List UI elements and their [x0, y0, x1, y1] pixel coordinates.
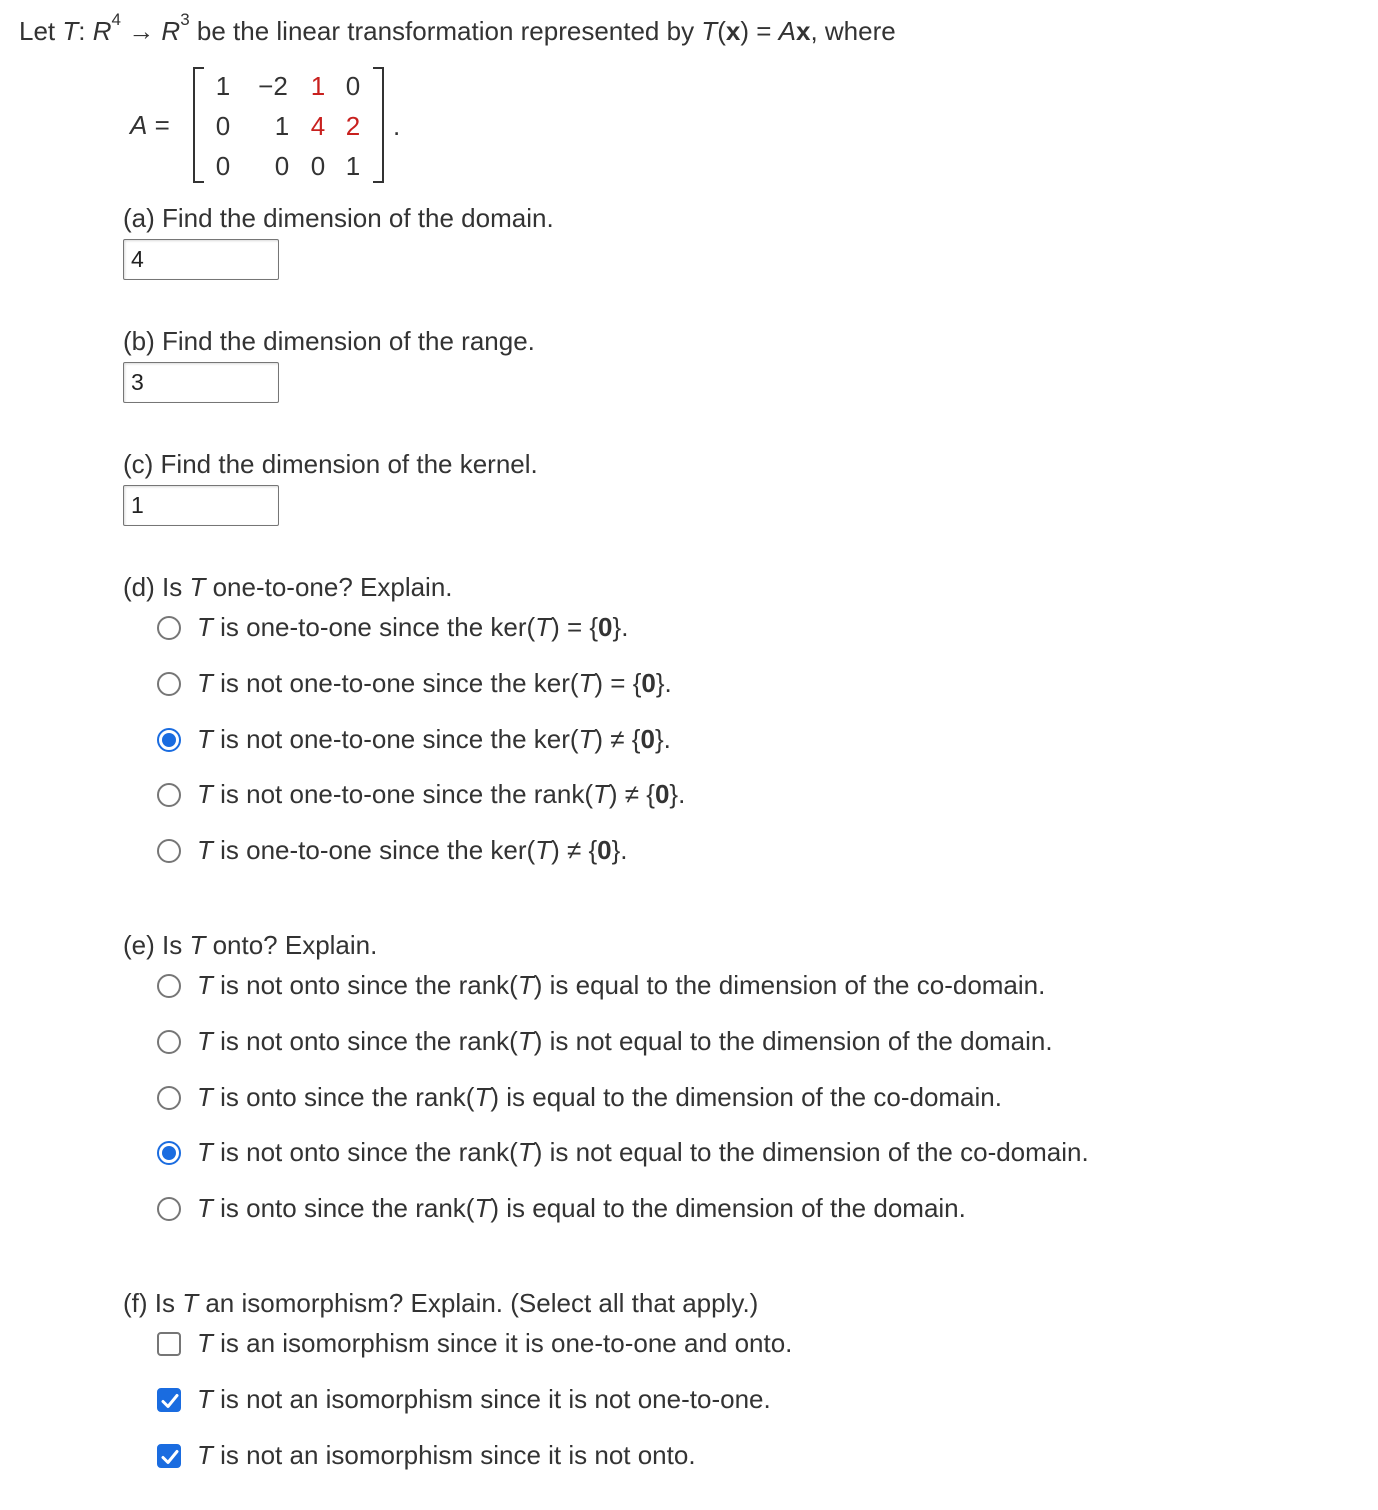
zero-vector: 0: [654, 779, 670, 809]
option-text: }.: [655, 668, 672, 698]
radio-button[interactable]: [157, 1197, 181, 1221]
var-T: T: [197, 779, 213, 809]
var-T: T: [197, 1328, 213, 1358]
var-T: T: [189, 930, 206, 960]
option-text: ) is not equal to the dimension of the co-domain.: [533, 1137, 1089, 1167]
option-label: [197, 1026, 1053, 1057]
part-c-prompt: (c) Find the dimension of the kernel.: [123, 449, 538, 479]
option-label: [197, 1328, 792, 1359]
option-text: is not onto since the rank(: [212, 970, 518, 1000]
radio-button[interactable]: [157, 974, 181, 998]
var-T: T: [578, 724, 595, 754]
option-label: [197, 779, 685, 810]
var-T: T: [517, 970, 534, 1000]
matrix-cell: 4: [310, 111, 326, 141]
matrix-label-eq: =: [147, 110, 170, 140]
intro-where: , where: [810, 16, 896, 46]
var-T: T: [197, 1026, 213, 1056]
var-T: T: [197, 612, 213, 642]
intro-colon: :: [78, 16, 93, 46]
zero-vector: 0: [640, 724, 655, 754]
option-text: ) is not equal to the dimension of the domain.: [533, 1026, 1053, 1056]
option-text: is an isomorphism since it is one-to-one and onto.: [212, 1328, 793, 1358]
part-f-prompt: [123, 1288, 758, 1319]
var-T: T: [593, 779, 609, 809]
checkbox-checked[interactable]: [157, 1388, 181, 1412]
domain-exponent: 4: [111, 10, 121, 29]
var-T: T: [189, 572, 206, 602]
option-text: is not an isomorphism since it is not one-to-one.: [212, 1384, 771, 1414]
intro-middle: be the linear transformation represented by: [189, 16, 702, 46]
option-text: ) ≠ {: [551, 835, 598, 865]
part-e-prompt-pre: (e) Is: [123, 930, 190, 960]
radio-button[interactable]: [157, 839, 181, 863]
var-T: T: [474, 1082, 491, 1112]
var-T: T: [197, 724, 213, 754]
option-text: }.: [669, 779, 686, 809]
intro-let: Let: [19, 16, 63, 46]
matrix-cell: 0: [215, 151, 231, 181]
matrix-cell: 1: [215, 71, 231, 101]
var-T: T: [197, 970, 213, 1000]
part-b-answer-box: [123, 362, 279, 403]
matrix-label-A: A: [130, 110, 148, 140]
part-d-prompt-post: one-to-one? Explain.: [205, 572, 453, 602]
matrix-cell: 1: [310, 71, 326, 101]
option-label: [197, 1082, 1002, 1113]
part-c-answer-input[interactable]: [124, 486, 278, 525]
matrix-cell: 0: [310, 151, 326, 181]
var-T: T: [197, 1440, 213, 1470]
var-T: T: [62, 16, 79, 46]
matrix-cell: −2: [258, 71, 288, 101]
zero-vector: 0: [598, 612, 613, 642]
intro-open: (: [717, 16, 726, 46]
part-a-answer-box: [123, 239, 279, 280]
var-T: T: [517, 1137, 534, 1167]
radio-button[interactable]: [157, 1030, 181, 1054]
var-T: T: [197, 668, 213, 698]
option-text: is one-to-one since the ker(: [212, 835, 536, 865]
var-T: T: [535, 612, 552, 642]
option-text: is onto since the rank(: [212, 1082, 475, 1112]
option-text: is not one-to-one since the ker(: [212, 668, 579, 698]
var-R-codomain: R: [161, 16, 181, 46]
option-text: }.: [612, 612, 629, 642]
option-text: }.: [611, 835, 628, 865]
radio-button-selected[interactable]: [157, 1141, 181, 1165]
radio-button[interactable]: [157, 672, 181, 696]
option-text: is not one-to-one since the ker(: [212, 724, 579, 754]
option-text: ) is equal to the dimension of the co-domain.: [533, 970, 1046, 1000]
zero-vector: 0: [641, 668, 656, 698]
option-label: [197, 970, 1045, 1001]
option-label: [197, 724, 671, 755]
var-x-2: x: [795, 16, 811, 46]
var-T: T: [474, 1193, 491, 1223]
var-T-2: T: [701, 16, 718, 46]
var-R: R: [92, 16, 112, 46]
part-a-prompt: (a) Find the dimension of the domain.: [123, 203, 554, 233]
option-label: [197, 612, 628, 643]
matrix-cell: 0: [345, 71, 361, 101]
part-d-prompt: [123, 572, 453, 603]
var-A: A: [778, 16, 796, 46]
zero-vector: 0: [597, 835, 612, 865]
matrix-cell: 1: [274, 111, 290, 141]
option-label: [197, 668, 672, 699]
var-T: T: [517, 1026, 534, 1056]
matrix-cell: 2: [345, 111, 361, 141]
matrix-cell: 0: [274, 151, 290, 181]
option-text: is not onto since the rank(: [212, 1026, 518, 1056]
matrix-left-bracket: [193, 67, 204, 183]
var-T: T: [197, 1137, 213, 1167]
option-text: is one-to-one since the ker(: [212, 612, 536, 642]
option-text: }.: [654, 724, 671, 754]
var-T: T: [197, 1082, 213, 1112]
part-f-prompt-post: an isomorphism? Explain. (Select all that apply.): [198, 1288, 759, 1318]
option-text: ) ≠ {: [594, 724, 641, 754]
part-b-answer-input[interactable]: [124, 363, 278, 402]
matrix-right-bracket: [373, 67, 384, 183]
problem-statement: [19, 10, 896, 47]
matrix-cell: 1: [345, 151, 361, 181]
arrow: →: [120, 16, 162, 46]
checkbox[interactable]: [157, 1332, 181, 1356]
radio-button[interactable]: [157, 783, 181, 807]
option-text: is not one-to-one since the rank(: [212, 779, 593, 809]
var-T: T: [182, 1288, 199, 1318]
matrix-cell: 0: [215, 111, 231, 141]
part-d-prompt-pre: (d) Is: [123, 572, 190, 602]
codomain-exponent: 3: [180, 10, 190, 29]
option-label: [197, 1440, 696, 1471]
var-x: x: [725, 16, 741, 46]
part-c-answer-box: [123, 485, 279, 526]
part-e-prompt: [123, 930, 377, 961]
option-text: is not an isomorphism since it is not onto.: [212, 1440, 696, 1470]
checkmark-icon: [160, 1391, 180, 1411]
matrix-label: [130, 110, 170, 141]
part-a-answer-input[interactable]: [124, 240, 278, 279]
option-text: ) = {: [594, 668, 642, 698]
var-T: T: [197, 835, 213, 865]
var-T: T: [535, 835, 552, 865]
var-T: T: [197, 1384, 213, 1414]
option-text: ) is equal to the dimension of the co-domain.: [490, 1082, 1002, 1112]
part-b-prompt: (b) Find the dimension of the range.: [123, 326, 535, 356]
option-text: ) ≠ {: [608, 779, 655, 809]
option-label: [197, 835, 628, 866]
option-label: [197, 1193, 966, 1224]
option-text: is onto since the rank(: [212, 1193, 475, 1223]
radio-button-selected[interactable]: [157, 728, 181, 752]
part-f-prompt-pre: (f) Is: [123, 1288, 183, 1318]
option-label: [197, 1384, 771, 1415]
var-T: T: [578, 668, 595, 698]
option-text: is not onto since the rank(: [212, 1137, 518, 1167]
part-e-prompt-post: onto? Explain.: [205, 930, 378, 960]
matrix-period: .: [393, 111, 401, 141]
option-text: ) = {: [551, 612, 599, 642]
var-T: T: [197, 1193, 213, 1223]
checkbox-checked[interactable]: [157, 1444, 181, 1468]
radio-button[interactable]: [157, 1086, 181, 1110]
option-text: ) is equal to the dimension of the domain.: [490, 1193, 966, 1223]
intro-close-eq: ) =: [740, 16, 779, 46]
option-label: [197, 1137, 1089, 1168]
checkmark-icon: [160, 1447, 180, 1467]
radio-button[interactable]: [157, 616, 181, 640]
